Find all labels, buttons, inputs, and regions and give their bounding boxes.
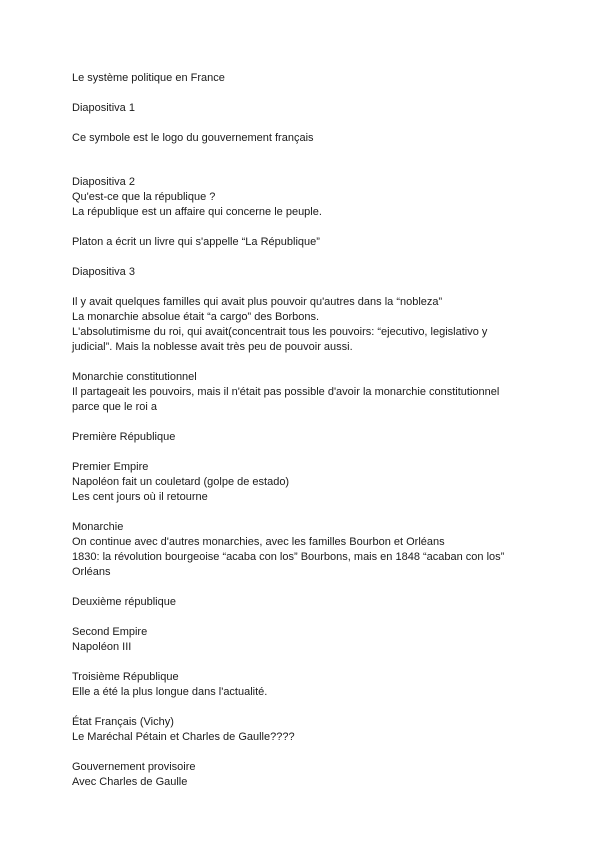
text-line: Il y avait quelques familles qui avait plus pouvoir qu'autres dans la “nobleza” bbox=[72, 296, 443, 308]
text-line: Gouvernement provisoire bbox=[72, 761, 196, 773]
text-line: L'absolutimisme du roi, qui avait(concentrait tous les pouvoirs: “ejecutivo, legislativo y bbox=[72, 326, 488, 338]
text-line: On continue avec d'autres monarchies, avec les familles Bourbon et Orléans bbox=[72, 536, 445, 548]
spacer bbox=[72, 745, 532, 760]
text-line: Première République bbox=[72, 431, 176, 443]
text-line: Premier Empire bbox=[72, 461, 149, 473]
spacer bbox=[72, 700, 532, 715]
section-troisieme-republique bbox=[72, 670, 532, 700]
text-line: État Français (Vichy) bbox=[72, 716, 174, 728]
spacer bbox=[72, 146, 532, 175]
text-line: Napoléon fait un couletard (golpe de estado) bbox=[72, 476, 290, 488]
section-monarchie-constitutionnel bbox=[72, 370, 532, 415]
text-line: 1830: la révolution bourgeoise “acaba con los” Bourbons, mais en 1848 “acaban con los” bbox=[72, 551, 505, 563]
document-title bbox=[72, 71, 532, 86]
section-gouvernement-provisoire bbox=[72, 760, 532, 790]
text-line: Les cent jours où il retourne bbox=[72, 491, 208, 503]
text-line: Diapositiva 3 bbox=[72, 266, 135, 278]
text-line: Napoléon III bbox=[72, 641, 132, 653]
section-logo-note bbox=[72, 131, 532, 146]
section-etat-francais bbox=[72, 715, 532, 745]
text-line: Elle a été la plus longue dans l'actualité. bbox=[72, 686, 268, 698]
spacer bbox=[72, 250, 532, 265]
text-line: Il partageait les pouvoirs, mais il n'était pas possible d'avoir la monarchie constitutionnel bbox=[72, 386, 500, 398]
text-line: Ce symbole est le logo du gouvernement français bbox=[72, 132, 314, 144]
spacer bbox=[72, 220, 532, 235]
section-diapositiva-1 bbox=[72, 101, 532, 116]
text-line: Diapositiva 1 bbox=[72, 102, 135, 114]
text-line: Platon a écrit un livre qui s'appelle “La République” bbox=[72, 236, 320, 248]
section-monarchie bbox=[72, 520, 532, 580]
text-line: Deuxième république bbox=[72, 596, 176, 608]
text-line: La république est un affaire qui concerne le peuple. bbox=[72, 206, 322, 218]
text-line: Le Maréchal Pétain et Charles de Gaulle???? bbox=[72, 731, 295, 743]
section-monarchie-absolue bbox=[72, 295, 532, 355]
title-line: Le système politique en France bbox=[72, 72, 225, 84]
spacer bbox=[72, 445, 532, 460]
spacer bbox=[72, 280, 532, 295]
spacer bbox=[72, 610, 532, 625]
spacer bbox=[72, 580, 532, 595]
section-platon bbox=[72, 235, 532, 250]
text-line: Orléans bbox=[72, 566, 111, 578]
text-line: Qu'est-ce que la république ? bbox=[72, 191, 216, 203]
text-line: Avec Charles de Gaulle bbox=[72, 776, 188, 788]
text-line: parce que le roi a bbox=[72, 401, 157, 413]
section-second-empire bbox=[72, 625, 532, 655]
text-line: La monarchie absolue était “a cargo” des Borbons. bbox=[72, 311, 320, 323]
text-line: Monarchie constitutionnel bbox=[72, 371, 197, 383]
text-line: Monarchie bbox=[72, 521, 124, 533]
spacer bbox=[72, 505, 532, 520]
text-line: Troisième République bbox=[72, 671, 179, 683]
text-line: Diapositiva 2 bbox=[72, 176, 135, 188]
section-diapositiva-2 bbox=[72, 175, 532, 220]
section-premier-empire bbox=[72, 460, 532, 505]
spacer bbox=[72, 116, 532, 131]
spacer bbox=[72, 655, 532, 670]
spacer bbox=[72, 355, 532, 370]
text-line: judicial”. Mais la noblesse avait très peu de pouvoir aussi. bbox=[72, 341, 353, 353]
section-premiere-republique bbox=[72, 430, 532, 445]
text-line: Second Empire bbox=[72, 626, 148, 638]
spacer bbox=[72, 415, 532, 430]
spacer bbox=[72, 86, 532, 101]
section-diapositiva-3 bbox=[72, 265, 532, 280]
section-deuxieme-republique bbox=[72, 595, 532, 610]
document-body bbox=[72, 71, 532, 790]
